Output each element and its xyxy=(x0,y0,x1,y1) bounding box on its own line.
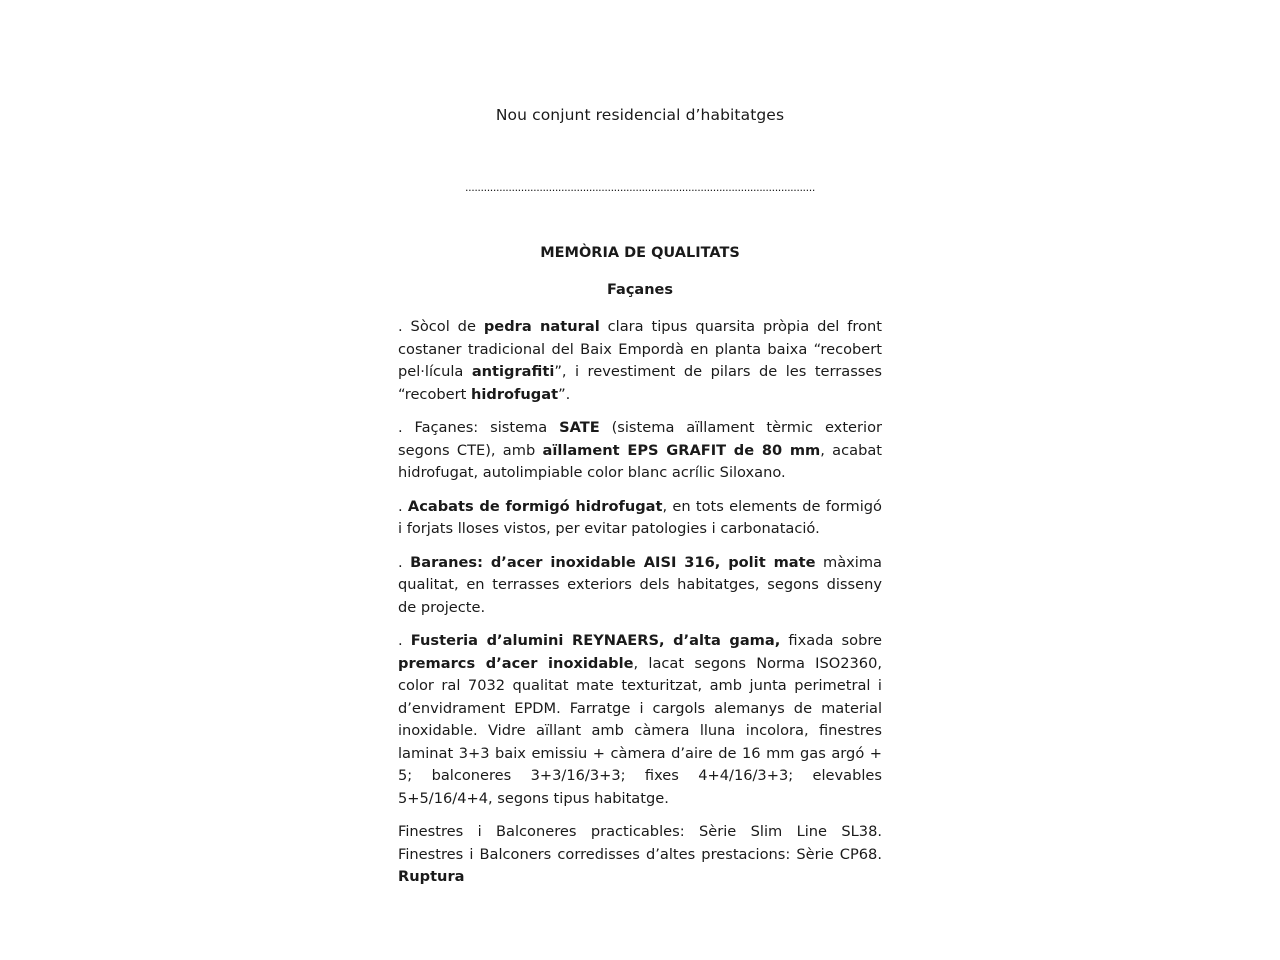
bold-text-run: antigrafiti xyxy=(471,363,555,380)
paragraph xyxy=(398,552,882,620)
bold-text-run: Ruptura xyxy=(398,868,465,885)
dotted-separator: ................................................................................................................. xyxy=(465,181,815,194)
bold-text-run: aïllament EPS GRAFIT de 80 mm xyxy=(542,441,821,459)
text-run: ”. xyxy=(558,385,571,403)
bold-text-run: Fusteria d’alumini REYNAERS, d’alta gama, xyxy=(410,632,781,649)
text-run: . xyxy=(398,497,408,515)
text-run: ”, i revestiment de pilars de les terrasses “recobert xyxy=(398,363,882,403)
text-run: , acabat hidrofugat, autolimpiable color blanc acrílic Siloxano. xyxy=(398,441,882,481)
text-run: clara tipus quarsita pròpia del front costaner tradicional del Baix Empordà en planta baixa “recobert pel·lícula xyxy=(398,318,882,380)
text-run: Finestres i Balconeres practicables: Sèrie Slim Line SL38. Finestres i Balconers corredisses d’altes prestacions: Sèrie CP68. xyxy=(398,823,882,863)
paragraph xyxy=(398,417,882,485)
section-heading: Façanes xyxy=(606,282,673,298)
text-run: . Sòcol de xyxy=(398,318,484,335)
paragraph xyxy=(398,630,882,810)
text-run: fixada sobre xyxy=(780,632,882,649)
bold-text-run: Baranes: d’acer inoxidable AISI 316, polit mate xyxy=(410,553,816,571)
document-subtitle: Nou conjunt residencial d’habitatges xyxy=(495,106,785,124)
text-run: . xyxy=(398,632,411,649)
text-run: . xyxy=(398,553,411,571)
paragraph xyxy=(398,821,882,889)
paragraph xyxy=(398,496,882,541)
document-title: MEMÒRIA DE QUALITATS xyxy=(540,245,740,261)
text-run: màxima qualitat, en terrasses exteriors dels habitatges, segons disseny de projecte. xyxy=(398,553,882,616)
paragraph xyxy=(398,316,882,406)
text-run: . Façanes: sistema xyxy=(398,419,560,436)
bold-text-run: Acabats de formigó hidrofugat xyxy=(407,497,663,515)
document-body xyxy=(398,316,882,900)
bold-text-run: premarcs d’acer inoxidable xyxy=(398,654,634,672)
text-run: , en tots elements de formigó i forjats lloses vistos, per evitar patologies i carbonatació. xyxy=(398,497,882,537)
text-run: , lacat segons Norma ISO2360, color ral 7032 qualitat mate texturitzat, amb junta perimetral i d’envidrament EPDM. Farratge i cargols alemanys de material inoxidable. Vidre aïllant amb càmera lluna incolora, finestres laminat 3+3 baix emissiu + càmera d’aire de 16 mm gas argó + 5; balconeres 3+3/16/3+3; fixes 4+4/16/3+3; elevables 5+5/16/4+4, segons tipus habitatge. xyxy=(398,654,883,807)
bold-text-run: hidrofugat xyxy=(470,385,559,403)
bold-text-run: SATE xyxy=(559,419,600,436)
text-run: (sistema aïllament tèrmic exterior segons CTE), amb xyxy=(398,419,882,459)
bold-text-run: pedra natural xyxy=(483,318,600,335)
